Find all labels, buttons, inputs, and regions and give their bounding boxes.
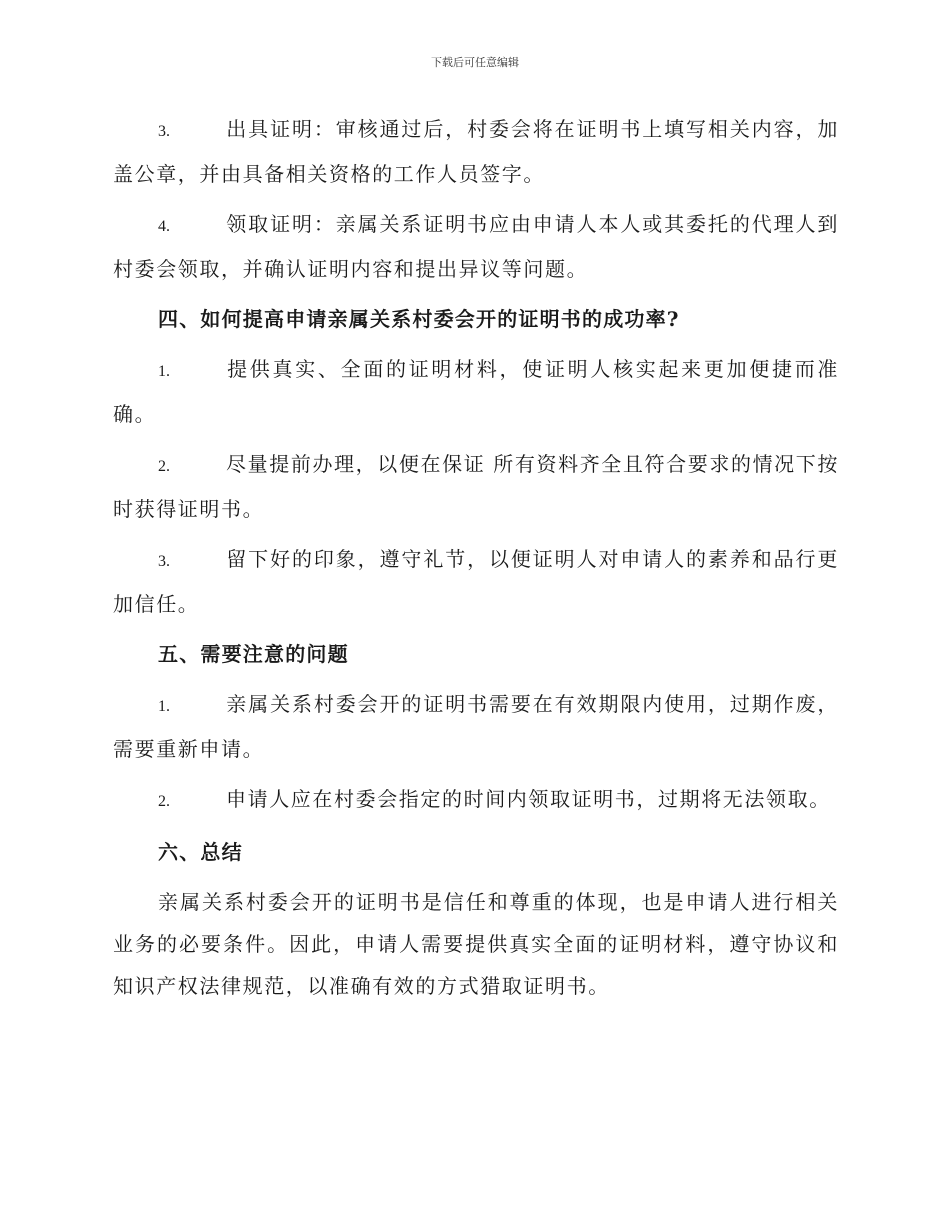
list-item — [113, 203, 839, 290]
item-number: 3. — [158, 123, 170, 140]
list-item — [113, 683, 839, 770]
summary-paragraph: 亲属关系村委会开的证明书是信任和尊重的体现，也是申请人进行相关业务的必要条件。因此，申请人需要提供真实全面的证明材料，遵守协议和知识产权法律规范，以准确有效的方式猎取证明书。 — [113, 890, 839, 998]
item-text: 尽量提前办理，以便在保证 所有资料齐全且符合要求的情况下按时获得证明书。 — [113, 452, 839, 521]
item-number: 2. — [158, 793, 170, 810]
item-number: 4. — [158, 218, 170, 235]
item-text: 提供真实、全面的证明材料，使证明人核实起来更加便捷而准确。 — [113, 357, 839, 426]
item-number: 2. — [158, 458, 170, 475]
section-heading-6: 六、总结 — [158, 840, 243, 864]
list-item — [113, 538, 839, 625]
item-text: 申请人应在村委会指定的时间内领取证明书，过期将无法领取。 — [226, 787, 831, 811]
item-number: 3. — [158, 553, 170, 570]
page-header: 下载后可任意编辑 — [431, 56, 519, 69]
item-number: 1. — [158, 698, 170, 715]
item-number: 1. — [158, 363, 170, 380]
item-text: 留下好的印象，遵守礼节，以便证明人对申请人的素养和品行更加信任。 — [113, 547, 839, 616]
item-text: 领取证明：亲属关系证明书应由申请人本人或其委托的代理人到村委会领取，并确认证明内容和提出异议等问题。 — [113, 212, 839, 281]
item-text: 出具证明：审核通过后，村委会将在证明书上填写相关内容，加盖公章，并由具备相关资格的工作人员签字。 — [113, 117, 839, 186]
section-heading-4: 四、如何提高申请亲属关系村委会开的证明书的成功率? — [158, 307, 680, 331]
list-item — [113, 108, 839, 195]
list-item — [113, 443, 839, 530]
item-text: 亲属关系村委会开的证明书需要在有效期限内使用，过期作废，需要重新申请。 — [113, 692, 839, 761]
list-item — [113, 348, 839, 435]
document-body — [113, 108, 839, 1015]
list-item — [113, 778, 839, 823]
section-heading-5: 五、需要注意的问题 — [158, 642, 349, 666]
